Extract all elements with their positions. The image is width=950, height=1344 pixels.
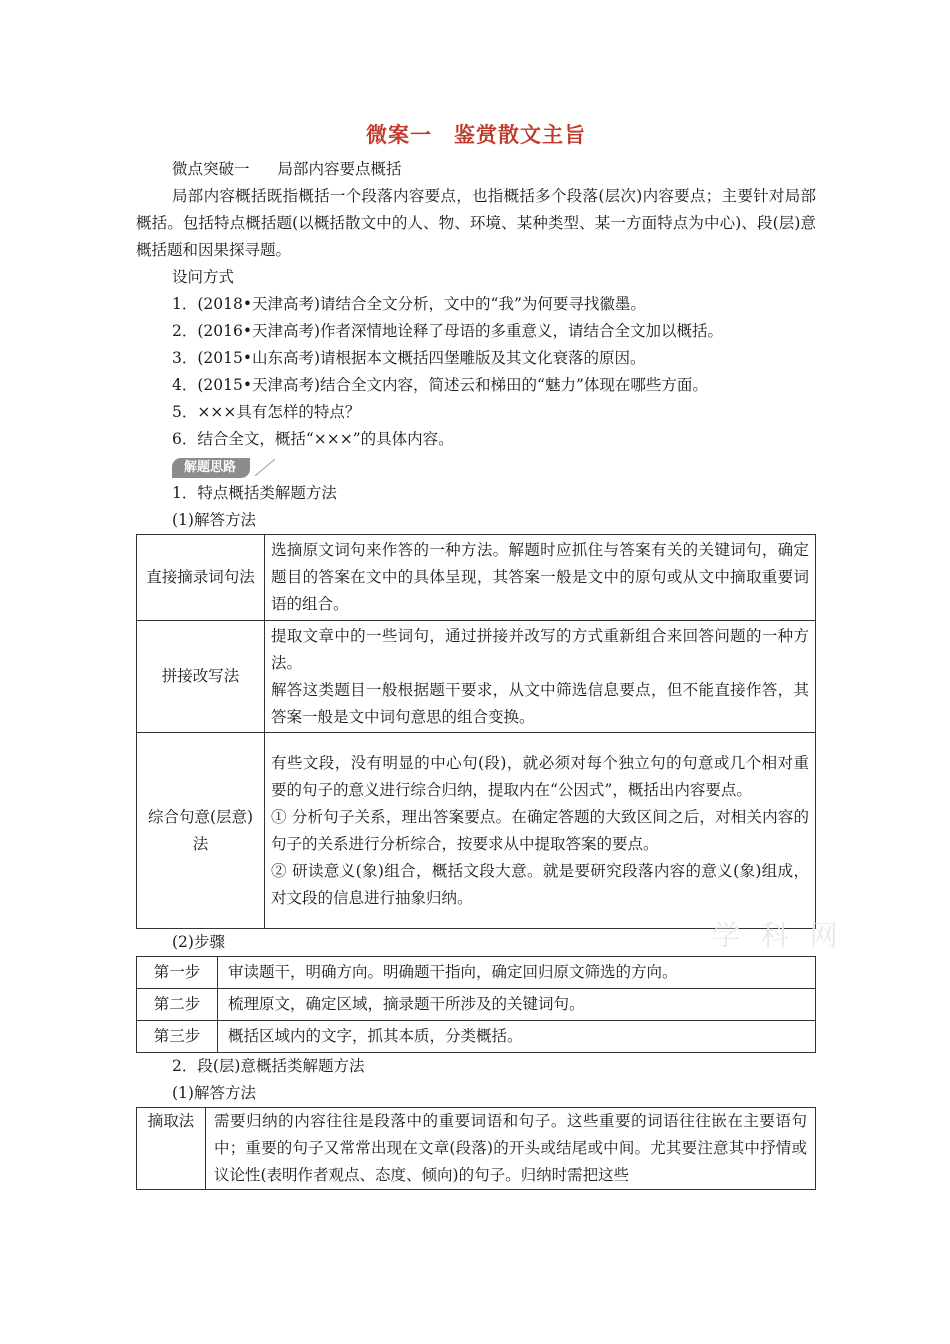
section-name: 局部内容要点概括 [277, 160, 402, 178]
method-name: 直接摘录词句法 [137, 535, 265, 621]
method-desc-text: 提取文章中的一些词句，通过拼接并改写的方式重新组合来回答问题的一种方法。 [271, 626, 809, 672]
method-name: 摘取法 [137, 1108, 206, 1190]
methods-table [136, 534, 816, 929]
table-row [137, 989, 816, 1021]
method-desc-text: 有些文段，没有明显的中心句(段)，就必须对每个独立句的句意或几个相对重要的句子的意义进行综合归纳，提取内在“公因式”，概括出内容要点。 [271, 753, 809, 799]
section-heading [136, 156, 816, 183]
question-item: 4．(2015•天津高考)结合全文内容，简述云和梯田的“魅力”体现在哪些方面。 [172, 376, 708, 394]
step-label: 第一步 [137, 957, 218, 989]
table-row [137, 1021, 816, 1053]
steps-table [136, 956, 816, 1053]
solution-tag-row [136, 453, 816, 480]
table-row [137, 1108, 816, 1190]
subheading-2: (2)步骤 [172, 933, 225, 951]
watermark: 学 科 网 [712, 919, 844, 952]
title-part-1: 微案一 [366, 123, 432, 147]
paragraph-methods-table [136, 1107, 816, 1190]
tag-decoration [255, 458, 276, 475]
section-label: 微点突破一 [172, 160, 250, 178]
subheading-3: (1)解答方法 [172, 1084, 256, 1102]
step-label: 第三步 [137, 1021, 218, 1053]
table-row [137, 733, 816, 929]
step-desc: 概括区域内的文字，抓其本质，分类概括。 [218, 1021, 816, 1053]
method-desc-text: ① 分析句子关系，理出答案要点。在确定答题的大致区间之后，对相关内容的句子的关系进行分析综合，按要求从中提取答案的要点。 [271, 807, 809, 853]
heading-1: 1．特点概括类解题方法 [172, 484, 337, 502]
title-part-2: 鉴赏散文主旨 [454, 123, 586, 147]
method-desc-text: 解答这类题目一般根据题干要求，从文中筛选信息要点，但不能直接作答，其答案一般是文中词句意思的组合变换。 [271, 680, 809, 726]
method-desc: 需要归纳的内容往往是段落中的重要词语和句子。这些重要的词语往往嵌在主要语句中；重要的句子又常常出现在文章(段落)的开头或结尾或中间。尤其要注意其中抒情或议论性(表明作者观点、态度、倾向)的句子。归纳时需把这些 [206, 1108, 816, 1190]
question-heading: 设问方式 [172, 268, 235, 286]
step-desc: 梳理原文，确定区域，摘录题干所涉及的关键词句。 [218, 989, 816, 1021]
table-row [137, 535, 816, 621]
heading-2: 2．段(层)意概括类解题方法 [172, 1057, 365, 1075]
solution-tag: 解题思路 [172, 458, 250, 478]
document-page [136, 120, 816, 1190]
subheading-1: (1)解答方法 [172, 511, 256, 529]
page-title [136, 120, 816, 150]
step-desc: 审读题干，明确方向。明确题干指向，确定回归原文筛选的方向。 [218, 957, 816, 989]
question-item: 6．结合全文，概括“×××”的具体内容。 [172, 430, 454, 448]
method-name: 综合句意(层意)法 [137, 733, 265, 929]
step-label: 第二步 [137, 989, 218, 1021]
table-row [137, 621, 816, 733]
question-item: 5．×××具有怎样的特点？ [172, 403, 361, 421]
table-row [137, 957, 816, 989]
question-item: 1．(2018•天津高考)请结合全文分析，文中的“我”为何要寻找徽墨。 [172, 295, 646, 313]
method-desc-text: 选摘原文词句来作答的一种方法。解题时应抓住与答案有关的关键词句，确定题目的答案在文中的具体呈现，其答案一般是文中的原句或从文中摘取重要词语的组合。 [271, 541, 809, 613]
question-item: 2．(2016•天津高考)作者深情地诠释了母语的多重意义，请结合全文加以概括。 [172, 322, 724, 340]
method-desc [265, 733, 816, 929]
method-name: 拼接改写法 [137, 621, 265, 733]
intro-paragraph: 局部内容概括既指概括一个段落内容要点，也指概括多个段落(层次)内容要点；主要针对局部概括。包括特点概括题(以概括散文中的人、物、环境、某种类型、某一方面特点为中心)、段(层)意概括题和因果探寻题。 [136, 187, 816, 259]
question-item: 3．(2015•山东高考)请根据本文概括四堡雕版及其文化衰落的原因。 [172, 349, 646, 367]
method-desc-text: ② 研读意义(象)组合，概括文段大意。就是要研究段落内容的意义(象)组成，对文段的信息进行抽象归纳。 [271, 861, 809, 907]
method-desc [265, 621, 816, 733]
method-desc [265, 535, 816, 621]
